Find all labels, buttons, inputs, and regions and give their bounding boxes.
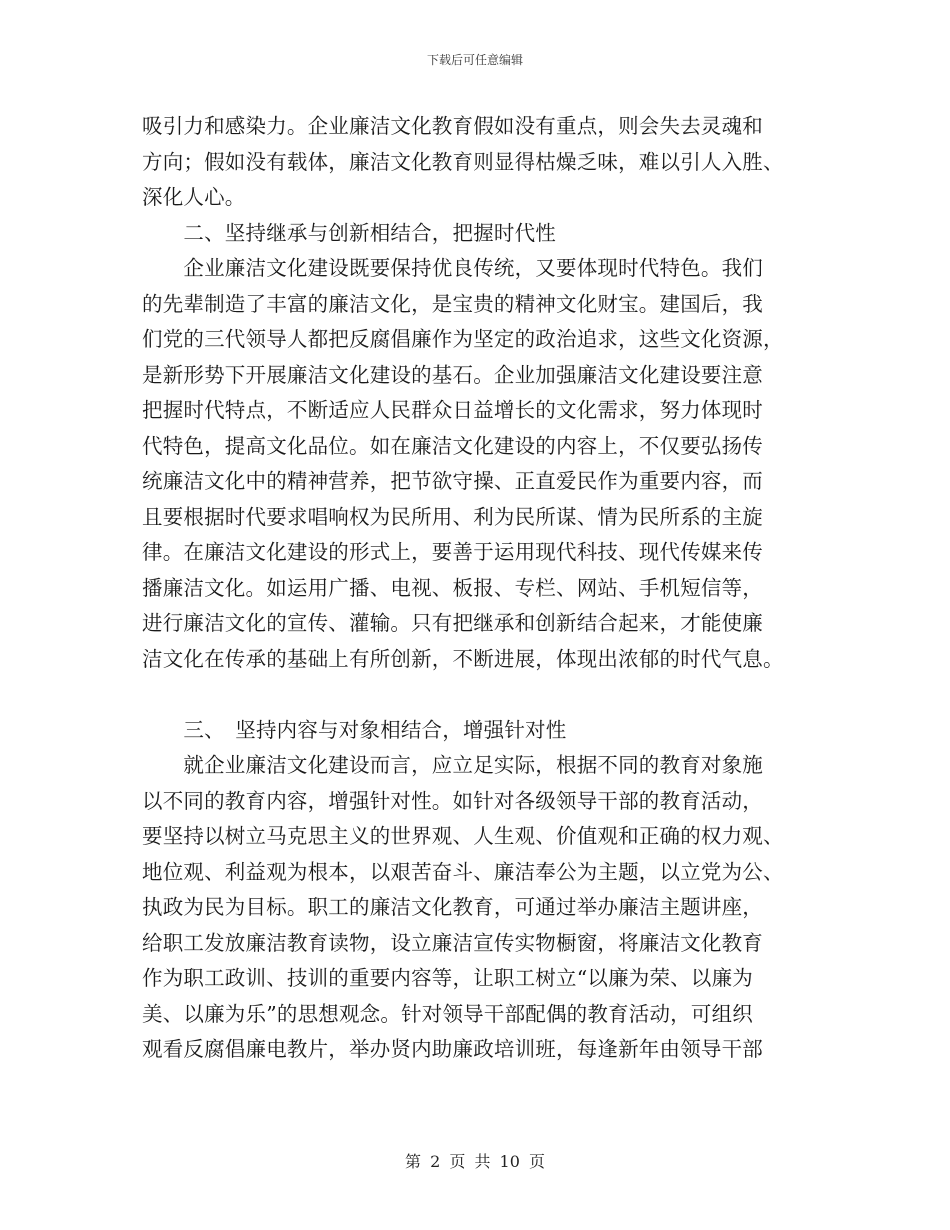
text-line: 且要根据时代要求唱响权为民所用、利为民所谋、情为民所系的主旋 xyxy=(142,504,763,529)
text-line: 方向；假如没有载体，廉洁文化教育则显得枯燥乏味，难以引人入胜、 xyxy=(142,149,784,174)
text-line: 把握时代特点，不断适应人民群众日益增长的文化需求，努力体现时 xyxy=(142,398,763,422)
text-line: 美、以廉为乐”的思想观念。针对领导干部配偶的教育活动，可组织 xyxy=(142,1001,753,1026)
document-body xyxy=(142,109,812,1068)
text-line: 律。在廉洁文化建设的形式上，要善于运用现代科技、现代传媒来传 xyxy=(142,540,763,564)
text-line: 是新形势下开展廉洁文化建设的基石。企业加强廉洁文化建设要注意 xyxy=(142,362,763,387)
text-line: 给职工发放廉洁教育读物，设立廉洁宣传实物橱窗，将廉洁文化教育 xyxy=(142,930,763,955)
text-line: 统廉洁文化中的精神营养，把节欲守操、正直爱民作为重要内容，而 xyxy=(142,469,763,493)
text-line: 的先辈制造了丰富的廉洁文化，是宝贵的精神文化财宝。建国后，我 xyxy=(142,291,763,316)
text-line: 以不同的教育内容，增强针对性。如针对各级领导干部的教育活动， xyxy=(142,788,763,813)
text-line: 执政为民为目标。职工的廉洁文化教育，可通过举办廉洁主题讲座， xyxy=(142,895,763,919)
text-line: 深化人心。 xyxy=(142,185,246,209)
page-header: 下载后可任意编辑 xyxy=(426,53,523,67)
blank-line xyxy=(142,677,812,713)
section-heading-3: 三、 坚持内容与对象相结合，增强针对性 xyxy=(142,717,567,742)
text-line: 要坚持以树立马克思主义的世界观、人生观、价值观和正确的权力观、 xyxy=(142,824,784,848)
text-line: 播廉洁文化。如运用广播、电视、板报、专栏、网站、手机短信等， xyxy=(142,575,763,600)
text-line: 洁文化在传承的基础上有所创新，不断进展，体现出浓郁的时代气息。 xyxy=(142,646,784,671)
text-line: 进行廉洁文化的宣传、灌输。只有把继承和创新结合起来，才能使廉 xyxy=(142,611,763,635)
text-line: 作为职工政训、技训的重要内容等，让职工树立“以廉为荣、以廉为 xyxy=(142,966,753,990)
text-line: 就企业廉洁文化建设而言，应立足实际，根据不同的教育对象施 xyxy=(142,753,763,777)
text-line: 观看反腐倡廉电教片，举办贤内助廉政培训班，每逢新年由领导干部 xyxy=(142,1037,763,1061)
page-number: 第 2 页 共 10 页 xyxy=(405,1152,545,1171)
text-line: 们党的三代领导人都把反腐倡廉作为坚定的政治追求，这些文化资源， xyxy=(142,327,784,351)
text-line: 企业廉洁文化建设既要保持优良传统，又要体现时代特色。我们 xyxy=(142,256,763,280)
text-line: 代特色，提高文化品位。如在廉洁文化建设的内容上，不仅要弘扬传 xyxy=(142,433,763,458)
text-line: 地位观、利益观为根本，以艰苦奋斗、廉洁奉公为主题，以立党为公、 xyxy=(142,859,784,884)
text-line: 吸引力和感染力。企业廉洁文化教育假如没有重点，则会失去灵魂和 xyxy=(142,114,763,138)
section-heading-2: 二、坚持继承与创新相结合，把握时代性 xyxy=(142,220,556,245)
